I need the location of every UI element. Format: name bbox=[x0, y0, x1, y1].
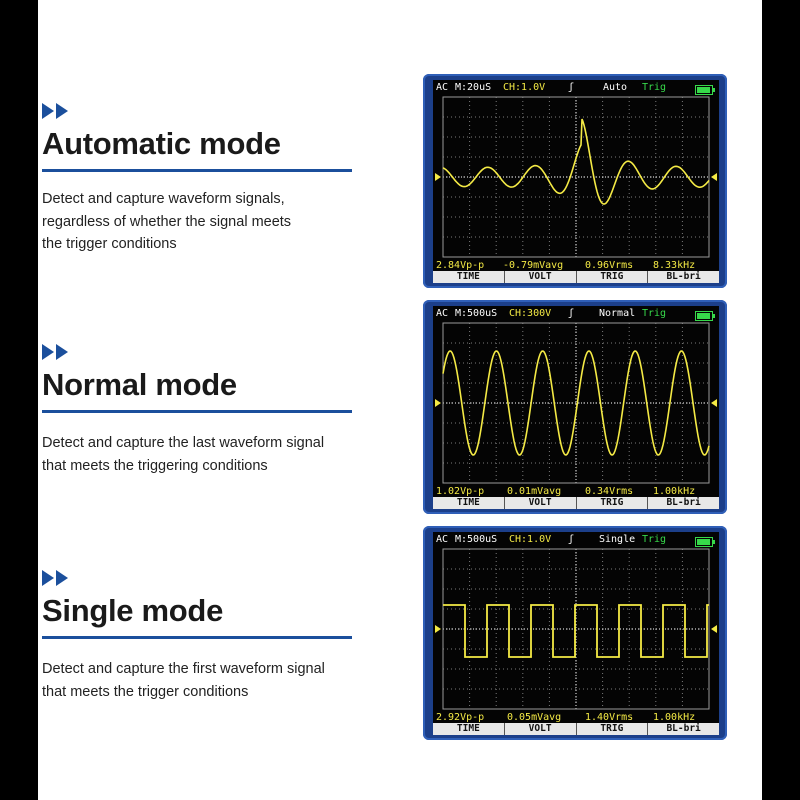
softkey-bar bbox=[433, 497, 719, 509]
channel-label: CH:1.0V bbox=[503, 82, 546, 93]
trigger-level-marker bbox=[711, 399, 717, 407]
double-arrow-icon bbox=[42, 101, 74, 121]
section-description: Detect and capture the first waveform signal that meets the trigger conditions bbox=[42, 661, 325, 700]
double-arrow-icon bbox=[42, 568, 74, 588]
section-title: Single mode bbox=[42, 593, 224, 628]
divider bbox=[42, 410, 352, 413]
brightness-softkey[interactable]: BL-bri bbox=[666, 497, 701, 508]
measurement-bar: 2.92Vp-p 0.05mVavg 1.40Vrms 1.00kHz bbox=[436, 712, 696, 723]
coupling-label: AC bbox=[436, 308, 449, 319]
edge-icon: ʃ bbox=[568, 534, 575, 545]
normal-mode-section bbox=[42, 337, 372, 487]
divider bbox=[42, 169, 352, 172]
scope-screen bbox=[433, 80, 719, 283]
divider bbox=[42, 636, 352, 639]
trig-label: Trig bbox=[642, 82, 667, 93]
channel-label: CH:1.0V bbox=[509, 534, 552, 545]
trig-softkey[interactable]: TRIG bbox=[577, 271, 649, 283]
waveform-display bbox=[433, 80, 719, 283]
section-description: Detect and capture waveform signals, regardless of whether the signal meets the trigger conditions bbox=[42, 191, 292, 252]
measurement-bar: 1.02Vp-p 0.01mVavg 0.34Vrms 1.00kHz bbox=[436, 486, 696, 497]
section-title: Automatic mode bbox=[42, 126, 281, 161]
battery-icon bbox=[695, 537, 713, 547]
waveform-display bbox=[433, 306, 719, 509]
channel-label: CH:300V bbox=[509, 308, 552, 319]
softkey-bar bbox=[433, 723, 719, 735]
edge-icon: ʃ bbox=[568, 308, 575, 319]
oscilloscope-auto bbox=[423, 74, 727, 288]
trig-softkey[interactable]: TRIG bbox=[577, 497, 649, 509]
oscilloscope-normal bbox=[423, 300, 727, 514]
ground-marker bbox=[435, 625, 441, 633]
section-description: Detect and capture the last waveform signal that meets the triggering conditions bbox=[42, 435, 325, 474]
volt-softkey[interactable]: VOLT bbox=[505, 497, 577, 509]
mode-label: Auto bbox=[603, 82, 628, 93]
waveform-display bbox=[433, 532, 719, 735]
brightness-softkey[interactable]: BL-bri bbox=[666, 723, 701, 734]
mode-label: Normal bbox=[599, 308, 636, 319]
time-softkey[interactable]: TIME bbox=[433, 723, 505, 735]
scope-screen bbox=[433, 306, 719, 509]
coupling-label: AC bbox=[436, 82, 449, 93]
status-bar bbox=[433, 308, 719, 322]
trig-softkey[interactable]: TRIG bbox=[577, 723, 649, 735]
section-title: Normal mode bbox=[42, 367, 237, 402]
softkey-bar bbox=[433, 271, 719, 283]
ground-marker bbox=[435, 173, 441, 181]
timebase-label: M:500uS bbox=[455, 308, 498, 319]
ground-marker bbox=[435, 399, 441, 407]
status-bar bbox=[433, 82, 719, 96]
scope-screen bbox=[433, 532, 719, 735]
brightness-softkey[interactable]: BL-bri bbox=[666, 271, 701, 282]
trig-label: Trig bbox=[642, 534, 667, 545]
battery-icon bbox=[695, 85, 713, 95]
double-arrow-icon bbox=[42, 342, 74, 362]
trig-label: Trig bbox=[642, 308, 667, 319]
trigger-level-marker bbox=[711, 173, 717, 181]
edge-icon: ʃ bbox=[568, 82, 575, 93]
status-bar bbox=[433, 534, 719, 548]
single-mode-section bbox=[42, 563, 372, 713]
automatic-mode-section bbox=[42, 96, 372, 266]
oscilloscope-single bbox=[423, 526, 727, 740]
measurement-bar: 2.84Vp-p -0.79mVavg 0.96Vrms 8.33kHz bbox=[436, 260, 696, 271]
battery-icon bbox=[695, 311, 713, 321]
trigger-level-marker bbox=[711, 625, 717, 633]
mode-label: Single bbox=[599, 534, 636, 545]
timebase-label: M:500uS bbox=[455, 534, 498, 545]
volt-softkey[interactable]: VOLT bbox=[505, 271, 577, 283]
volt-softkey[interactable]: VOLT bbox=[505, 723, 577, 735]
coupling-label: AC bbox=[436, 534, 449, 545]
time-softkey[interactable]: TIME bbox=[433, 271, 505, 283]
timebase-label: M:20uS bbox=[455, 82, 492, 93]
time-softkey[interactable]: TIME bbox=[433, 497, 505, 509]
